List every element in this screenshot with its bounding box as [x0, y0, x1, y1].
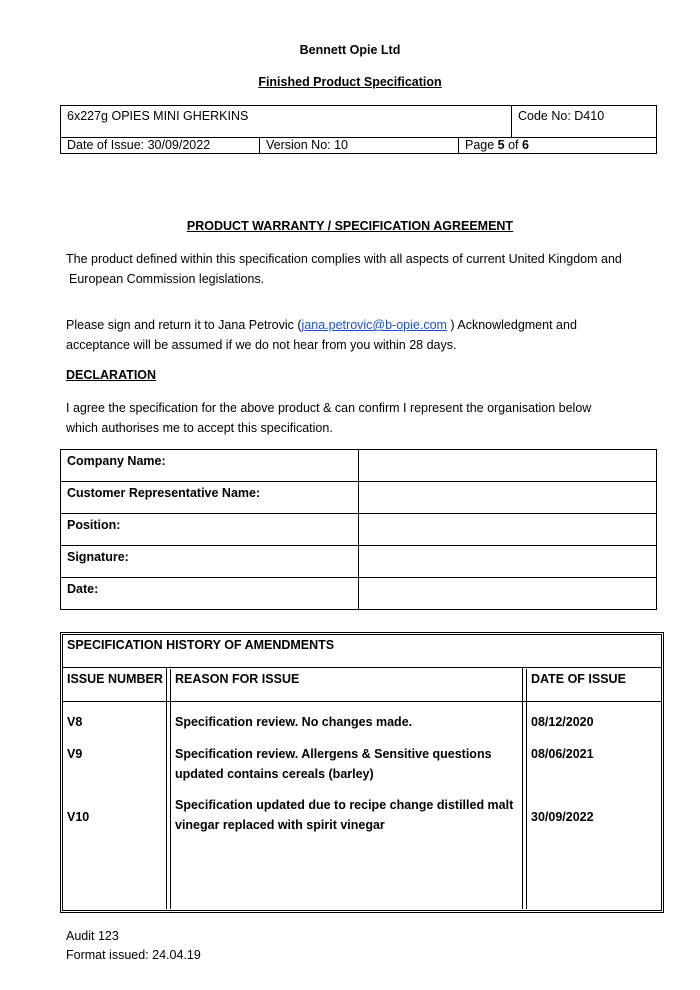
return-instructions: Please sign and return it to Jana Petrovic (jana.petrovic@b-opie.com ) Acknowledgment and acceptance will be assumed if we do not hear from you within 28 days.	[66, 318, 577, 352]
representative-name-field[interactable]	[359, 482, 657, 514]
issue-number: V10	[67, 810, 90, 824]
page-indicator: Page 5 of 6	[459, 138, 657, 154]
history-divider	[62, 667, 662, 668]
position-label: Position:	[61, 514, 359, 546]
issue-reason: Specification review. Allergens & Sensitive questions updated contains cereals (barley)	[175, 747, 492, 781]
declaration-text: I agree the specification for the above product & can confirm I represent the organisation below which authorises me to accept this specification.	[66, 401, 592, 435]
version-number: Version No: 10	[260, 138, 459, 154]
format-issued: Format issued: 24.04.19	[66, 948, 201, 962]
company-name-field[interactable]	[359, 450, 657, 482]
date-field[interactable]	[359, 578, 657, 610]
company-name-label: Company Name:	[61, 450, 359, 482]
issue-number: V8	[67, 715, 83, 729]
col-date-header: DATE OF ISSUE	[531, 672, 626, 686]
issue-date: 08/12/2020	[531, 715, 594, 729]
column-divider-1b	[170, 669, 171, 909]
issue-date: 08/06/2021	[531, 747, 594, 761]
audit-number: Audit 123	[66, 929, 119, 943]
issue-number: V9	[67, 747, 83, 761]
date-label: Date:	[61, 578, 359, 610]
header-table	[60, 105, 657, 154]
history-header-divider	[62, 701, 662, 702]
product-code: Code No: D410	[512, 106, 657, 138]
representative-name-label: Customer Representative Name:	[61, 482, 359, 514]
footer	[66, 927, 201, 965]
column-divider-2b	[526, 669, 527, 909]
signature-label: Signature:	[61, 546, 359, 578]
issue-reason: Specification review. No changes made.	[175, 715, 413, 729]
email-link[interactable]: jana.petrovic@b-opie.com	[301, 318, 447, 332]
issue-date: 30/09/2022	[531, 810, 594, 824]
company-name: Bennett Opie Ltd	[299, 43, 401, 57]
date-of-issue: Date of Issue: 30/09/2022	[61, 138, 260, 154]
col-reason-header: REASON FOR ISSUE	[175, 672, 300, 686]
column-divider-1	[166, 667, 167, 909]
warranty-paragraph: The product defined within this specification complies with all aspects of current United Kingdom and European Commission legislations.	[66, 252, 622, 286]
declaration-title: DECLARATION	[66, 368, 157, 382]
column-divider-2	[522, 667, 523, 909]
col-issue-header: ISSUE NUMBER	[67, 672, 163, 686]
product-name: 6x227g OPIES MINI GHERKINS	[61, 106, 512, 138]
warranty-title: PRODUCT WARRANTY / SPECIFICATION AGREEMENT	[186, 219, 514, 233]
issue-reason: Specification updated due to recipe change distilled malt vinegar replaced with spirit vinegar	[175, 798, 514, 832]
history-title: SPECIFICATION HISTORY OF AMENDMENTS	[67, 638, 335, 652]
signature-field[interactable]	[359, 546, 657, 578]
declaration-table	[60, 449, 657, 610]
position-field[interactable]	[359, 514, 657, 546]
document-title: Finished Product Specification	[258, 75, 442, 89]
